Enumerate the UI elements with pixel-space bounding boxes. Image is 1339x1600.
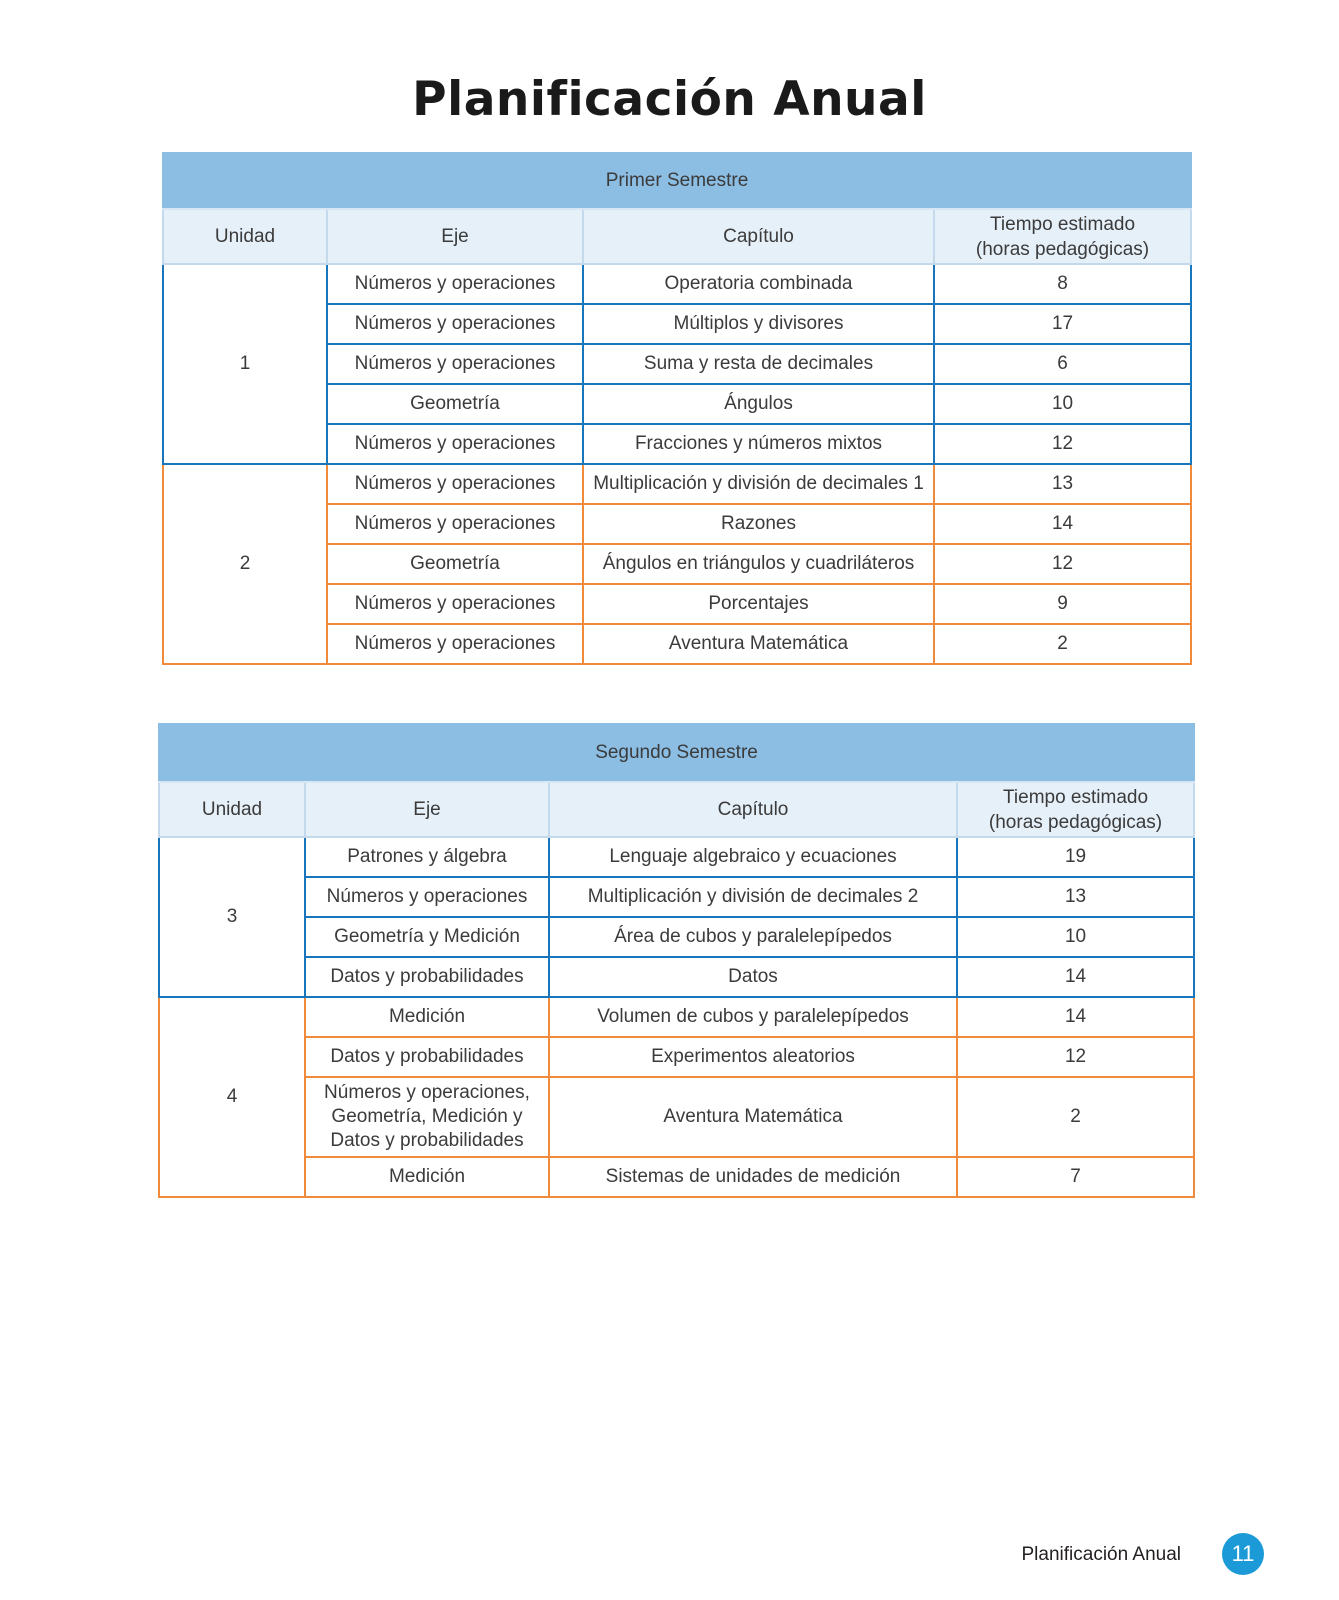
eje-line: Datos y probabilidades [330,1130,524,1151]
header-tiempo [934,209,1191,264]
header-capitulo: Capítulo [583,209,934,264]
tiempo-cell: 12 [957,1037,1194,1077]
tiempo-cell: 17 [934,304,1191,344]
capitulo-cell: Razones [583,504,934,544]
header-eje: Eje [327,209,583,264]
tiempo-cell: 13 [957,877,1194,917]
page-title: Planificación Anual [412,72,927,127]
header-capitulo: Capítulo [549,782,957,837]
capitulo-cell: Multiplicación y división de decimales 2 [549,877,957,917]
eje-cell: Patrones y álgebra [305,837,549,877]
tiempo-cell: 8 [934,264,1191,304]
capitulo-cell: Volumen de cubos y paralelepípedos [549,997,957,1037]
capitulo-cell: Suma y resta de decimales [583,344,934,384]
tiempo-cell: 9 [934,584,1191,624]
capitulo-cell: Fracciones y números mixtos [583,424,934,464]
second-semester-table [158,723,1195,1198]
header-tiempo-line1: Tiempo estimado [1003,786,1149,808]
capitulo-cell: Experimentos aleatorios [549,1037,957,1077]
eje-line: Geometría, Medición y [331,1106,523,1127]
tiempo-cell: 12 [934,544,1191,584]
tiempo-cell: 2 [934,624,1191,664]
capitulo-cell: Porcentajes [583,584,934,624]
eje-cell: Números y operaciones [327,504,583,544]
header-tiempo-line1: Tiempo estimado [990,213,1136,235]
capitulo-cell: Aventura Matemática [583,624,934,664]
eje-cell: Números y operaciones [327,624,583,664]
eje-cell: Medición [305,1157,549,1197]
unit-number: 1 [163,264,327,464]
table-row [163,264,1191,304]
eje-cell [305,1077,549,1157]
tiempo-cell: 10 [957,917,1194,957]
unit-number: 3 [159,837,305,997]
table-row [159,1037,1194,1077]
footer-label: Planificación Anual [1021,1544,1181,1565]
eje-cell: Números y operaciones [327,464,583,504]
header-unidad: Unidad [163,209,327,264]
table-row [159,837,1194,877]
table-row [159,1157,1194,1197]
eje-cell: Medición [305,997,549,1037]
eje-line: Números y operaciones, [324,1082,530,1103]
eje-cell: Números y operaciones [305,877,549,917]
tiempo-cell: 14 [957,957,1194,997]
tiempo-cell: 12 [934,424,1191,464]
eje-cell: Geometría [327,544,583,584]
header-tiempo-line2: (horas pedagógicas) [975,238,1150,260]
tiempo-cell: 10 [934,384,1191,424]
eje-cell: Datos y probabilidades [305,1037,549,1077]
eje-cell: Geometría y Medición [305,917,549,957]
table-row [159,917,1194,957]
capitulo-cell: Múltiplos y divisores [583,304,934,344]
table-row [159,877,1194,917]
header-tiempo-line2: (horas pedagógicas) [988,811,1163,833]
table-row [159,997,1194,1037]
tiempo-cell: 14 [934,504,1191,544]
tiempo-cell: 19 [957,837,1194,877]
capitulo-cell: Multiplicación y división de decimales 1 [583,464,934,504]
header-unidad: Unidad [159,782,305,837]
capitulo-cell: Datos [549,957,957,997]
eje-cell: Números y operaciones [327,304,583,344]
header-eje: Eje [305,782,549,837]
eje-cell: Números y operaciones [327,264,583,304]
eje-cell: Datos y probabilidades [305,957,549,997]
tiempo-cell: 6 [934,344,1191,384]
semester-title: Segundo Semestre [159,724,1194,782]
unit-number: 4 [159,997,305,1197]
eje-cell: Números y operaciones [327,584,583,624]
capitulo-cell: Ángulos en triángulos y cuadriláteros [583,544,934,584]
page-number-badge: 11 [1222,1533,1264,1575]
table-row [163,464,1191,504]
capitulo-cell: Lenguaje algebraico y ecuaciones [549,837,957,877]
capitulo-cell: Aventura Matemática [549,1077,957,1157]
table-row [159,1077,1194,1157]
tiempo-cell: 14 [957,997,1194,1037]
header-tiempo [957,782,1194,837]
unit-number: 2 [163,464,327,664]
tiempo-cell: 7 [957,1157,1194,1197]
eje-cell: Números y operaciones [327,344,583,384]
table-row [159,957,1194,997]
capitulo-cell: Operatoria combinada [583,264,934,304]
first-semester-table [162,152,1192,665]
eje-cell: Números y operaciones [327,424,583,464]
semester-title: Primer Semestre [163,153,1191,209]
capitulo-cell: Área de cubos y paralelepípedos [549,917,957,957]
tiempo-cell: 13 [934,464,1191,504]
tiempo-cell: 2 [957,1077,1194,1157]
capitulo-cell: Ángulos [583,384,934,424]
eje-cell: Geometría [327,384,583,424]
capitulo-cell: Sistemas de unidades de medición [549,1157,957,1197]
